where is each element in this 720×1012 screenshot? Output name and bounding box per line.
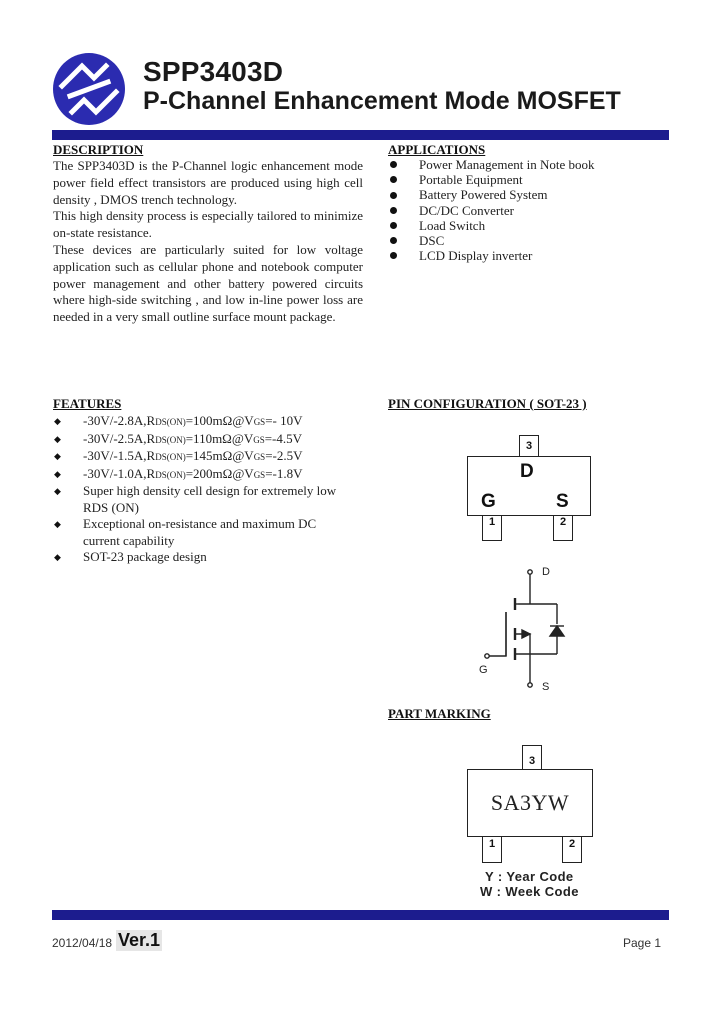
list-item: DC/DC Converter bbox=[388, 203, 688, 218]
pin1-number: 1 bbox=[488, 516, 496, 528]
bullet-icon bbox=[390, 207, 397, 214]
list-item: Battery Powered System bbox=[388, 187, 688, 202]
feature-rating-item: ◆ -30V/-1.0A,RDS(ON)=200mΩ@VGS=-1.8V bbox=[53, 466, 363, 484]
bullet-icon bbox=[390, 237, 397, 244]
list-item: DSC bbox=[388, 233, 688, 248]
list-item: Load Switch bbox=[388, 218, 688, 233]
description-paragraph: These devices are particularly suited for low voltage application such as cellular phone and notebook computer power management and other battery powered circuits where high-side switching , and low in-line power loss are needed in a very small outline surface mount package. bbox=[53, 241, 363, 325]
footer-version: Ver.1 bbox=[118, 930, 161, 950]
bullet-icon bbox=[390, 176, 397, 183]
part-number-title: SPP3403D bbox=[143, 56, 284, 87]
marking-pin2-number: 2 bbox=[568, 838, 576, 850]
schematic-drain-label: D bbox=[542, 566, 550, 578]
pin3-number: 3 bbox=[525, 440, 533, 452]
schematic-gate-label: G bbox=[479, 664, 488, 676]
company-logo bbox=[52, 52, 126, 126]
schematic-source-label: S bbox=[542, 681, 550, 693]
bullet-icon bbox=[390, 222, 397, 229]
features-heading: FEATURES bbox=[53, 396, 122, 411]
marking-pin1-number: 1 bbox=[488, 838, 496, 850]
document-title: P-Channel Enhancement Mode MOSFET bbox=[143, 87, 621, 115]
feature-rating-item: ◆ -30V/-2.5A,RDS(ON)=110mΩ@VGS=-4.5V bbox=[53, 431, 363, 449]
footer-page-number: Page 1 bbox=[623, 936, 662, 950]
gate-letter: G bbox=[481, 491, 496, 512]
diamond-bullet-icon: ◆ bbox=[54, 468, 61, 479]
diamond-bullet-icon: ◆ bbox=[54, 416, 61, 426]
diamond-bullet-icon: ◆ bbox=[54, 552, 61, 562]
description-paragraph: The SPP3403D is the P-Channel logic enhancement mode power field effect transistors are produced using high cell density , DMOS trench technology. bbox=[53, 158, 363, 207]
drain-letter: D bbox=[520, 461, 534, 482]
part-marking-heading: PART MARKING bbox=[388, 706, 491, 721]
bullet-icon bbox=[390, 192, 397, 199]
diamond-bullet-icon: ◆ bbox=[54, 486, 61, 496]
applications-heading: APPLICATIONS bbox=[388, 142, 486, 157]
diamond-bullet-icon: ◆ bbox=[54, 519, 61, 529]
features-list bbox=[53, 413, 363, 566]
footer-date: 2012/04/18 bbox=[52, 936, 113, 950]
description-heading: DESCRIPTION bbox=[53, 142, 144, 157]
feature-item: ◆ Super high density cell design for extremely low RDS (ON) bbox=[54, 483, 337, 515]
description-body bbox=[53, 158, 363, 326]
applications-list bbox=[388, 157, 688, 263]
pin2-number: 2 bbox=[559, 516, 567, 528]
feature-item: ◆ SOT-23 package design bbox=[54, 549, 207, 564]
feature-item: ◆ Exceptional on-resistance and maximum DC current capability bbox=[54, 516, 317, 548]
marking-code: SA3YW bbox=[490, 790, 570, 815]
bullet-icon bbox=[390, 252, 397, 259]
week-code-legend: W : Week Code bbox=[480, 884, 579, 899]
top-rule-bar bbox=[52, 130, 669, 140]
list-item: Portable Equipment bbox=[388, 172, 688, 187]
feature-rating-item: ◆ -30V/-2.8A,RDS(ON)=100mΩ@VGS=- 10V bbox=[53, 413, 363, 431]
year-code-legend: Y : Year Code bbox=[485, 869, 574, 884]
description-paragraph: This high density process is especially tailored to minimize on-state resistance. bbox=[53, 208, 363, 241]
bullet-icon bbox=[390, 161, 397, 168]
feature-rating-item: ◆ -30V/-1.5A,RDS(ON)=145mΩ@VGS=-2.5V bbox=[53, 448, 363, 466]
bottom-rule-bar bbox=[52, 910, 669, 920]
diamond-bullet-icon: ◆ bbox=[54, 433, 61, 444]
marking-pin3-number: 3 bbox=[528, 755, 536, 767]
diamond-bullet-icon: ◆ bbox=[54, 451, 61, 461]
source-letter: S bbox=[556, 491, 569, 512]
list-item: LCD Display inverter bbox=[388, 248, 688, 263]
list-item: Power Management in Note book bbox=[388, 157, 688, 172]
pin-configuration-heading: PIN CONFIGURATION ( SOT-23 ) bbox=[388, 396, 587, 411]
